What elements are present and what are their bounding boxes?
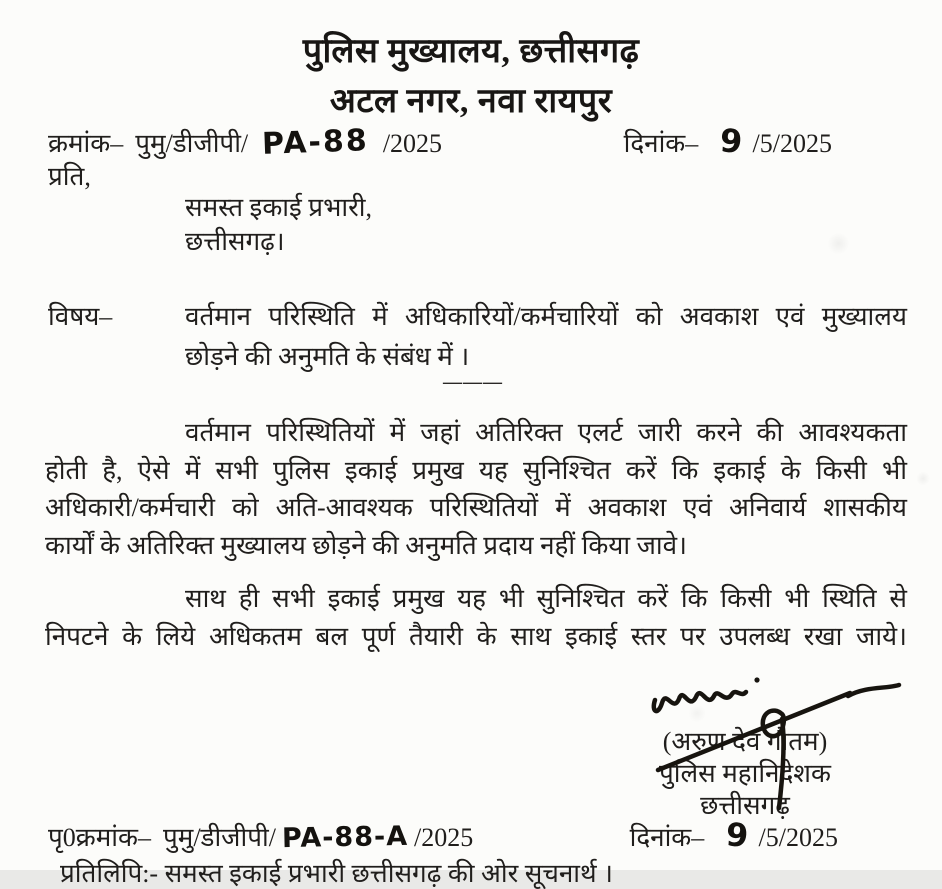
- signatory-name: (अरुण देव गौतम): [662, 727, 828, 756]
- letterhead-title: पुलिस मुख्यालय, छत्तीसगढ़: [302, 33, 640, 70]
- subject-block: [185, 297, 907, 377]
- date-label: दिनांक–: [623, 129, 699, 158]
- cutoff-copy-line: प्रतिलिपि:- समस्त इकाई प्रभारी छत्तीसगढ़ की ओर सूचनार्थ ।: [60, 859, 613, 888]
- salutation: प्रति,: [48, 162, 91, 191]
- addressee-line-2: छत्तीसगढ़।: [185, 227, 285, 256]
- signature-block: [600, 726, 890, 822]
- ref-prefix: पुमु/डीजीपी/: [135, 129, 249, 158]
- subject-line-2: छोड़ने की अनुमति के संबंध में ।: [185, 342, 470, 371]
- ref-number-group: [48, 124, 442, 160]
- ref-label: क्रमांक–: [48, 129, 124, 158]
- endorsement-label: पृ0क्रमांक–: [48, 823, 151, 852]
- endorsement-number-group: [48, 818, 473, 854]
- ref-row: [48, 122, 894, 160]
- letterhead-subtitle: अटल नगर, नवा रायपुर: [329, 83, 613, 120]
- endorsement-date-group: [630, 816, 838, 854]
- ref-date-group: [624, 122, 832, 160]
- endorsement-handwritten-number: PA-88-A: [281, 820, 409, 855]
- signatory-title: पुलिस महानिदेशक: [659, 759, 831, 788]
- endorsement-handwritten-day: 9: [724, 815, 750, 855]
- para2-line-2: निपटने के लिये अधिकतम बल पूर्ण तैयारी के साथ इकाई स्तर पर उपलब्ध रखा जाये।: [45, 621, 907, 651]
- body-paragraph-1: [45, 414, 907, 564]
- endorsement-date-label: दिनांक–: [629, 823, 705, 852]
- endorsement-suffix: /2025: [414, 823, 474, 852]
- date-handwritten-day: 9: [718, 121, 744, 161]
- para1-line-1: वर्तमान परिस्थितियों में जहां अतिरिक्त एलर्ट जारी करने की आवश्यकता: [185, 418, 907, 447]
- para1-line-3: अधिकारी/कर्मचारी को अति-आवश्यक परिस्थितियों में अवकाश एवं अनिवार्य शासकीय: [45, 493, 907, 522]
- para1-line-4: कार्यों के अतिरिक्त मुख्यालय छोड़ने की अनुमति प्रदाय नहीं किया जावे।: [45, 530, 687, 560]
- endorsement-prefix: पुमु/डीजीपी/: [163, 823, 276, 852]
- addressee-line-1: समस्त इकाई प्रभारी,: [185, 193, 372, 222]
- endorsement-date-rest: /5/2025: [758, 823, 838, 852]
- para1-line-2: होती है, ऐसे में सभी पुलिस इकाई प्रमुख यह सुनिश्चित करें कि इकाई के किसी भी: [45, 455, 907, 485]
- subject-line-1: वर्तमान परिस्थिति में अधिकारियों/कर्मचारियों को अवकाश एवं मुख्यालय: [185, 302, 907, 331]
- body-paragraph-2: [45, 580, 907, 655]
- para2-line-1: साथ ही सभी इकाई प्रमुख यह भी सुनिश्चित करें कि किसी भी स्थिति से: [185, 584, 907, 613]
- ref-handwritten-number: PA-88: [261, 123, 370, 162]
- signatory-org: छत्तीसगढ़: [700, 791, 790, 820]
- ref-suffix: /2025: [382, 129, 443, 158]
- date-rest: /5/2025: [752, 129, 832, 158]
- subject-label: विषय–: [48, 302, 113, 331]
- subject-divider: ———: [443, 372, 503, 393]
- endorsement-row: [48, 816, 894, 854]
